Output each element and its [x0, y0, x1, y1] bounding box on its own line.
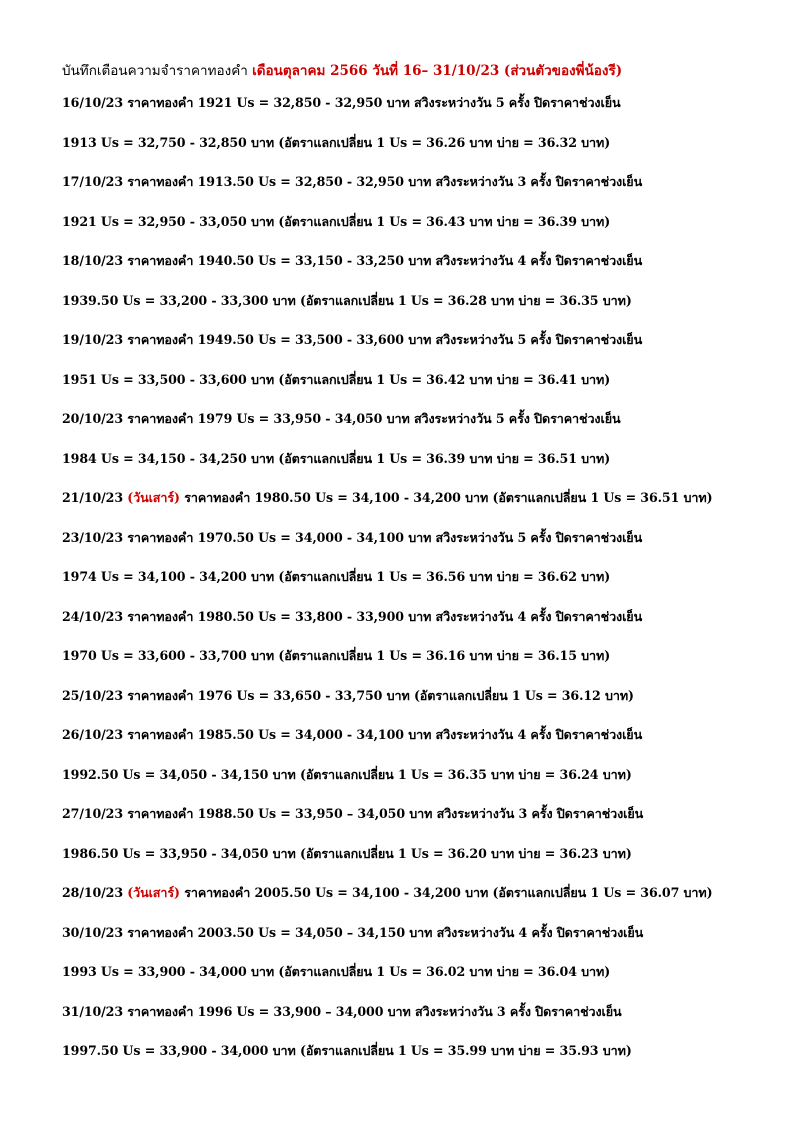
log-line [62, 1001, 777, 1041]
header-highlight: เดือนตุลาคม 2566 วันที่ 16– 31/10/23 (ส่วนตัวของพี่น้องรี) [252, 63, 623, 79]
log-line [62, 211, 777, 251]
log-line-text: 31/10/23 ราคาทองคำ 1996 Us = 33,900 – 34,000 บาท สวิงระหว่างวัน 3 ครั้ง ปิดราคาช่วงเย็น [62, 1003, 622, 1019]
log-line-text: 1970 Us = 33,600 - 33,700 บาท (อัตราแลกเปลี่ยน 1 Us = 36.16 บาท บ่าย = 36.15 บาท) [62, 648, 611, 663]
log-line [62, 290, 777, 330]
log-line [62, 92, 777, 132]
log-line [62, 448, 777, 488]
price-log-lines [62, 92, 777, 1080]
log-line-text: 19/10/23 ราคาทองคำ 1949.50 Us = 33,500 - 33,600 บาท สวิงระหว่างวัน 5 ครั้ง ปิดราคาช่วงเย็น [62, 332, 643, 347]
weekday-note: (วันเสาร์) [127, 885, 180, 900]
log-line [62, 1040, 777, 1080]
log-line [62, 764, 777, 804]
log-line [62, 961, 777, 1001]
header-prefix: บันทึกเตือนความจำราคาทองคำ [62, 63, 253, 79]
log-line [62, 606, 777, 646]
log-line [62, 724, 777, 764]
log-line-text: 26/10/23 ราคาทองคำ 1985.50 Us = 34,000 - 34,100 บาท สวิงระหว่างวัน 4 ครั้ง ปิดราคาช่วงเย็น [62, 727, 643, 742]
log-line-text-rest: ราคาทองคำ 1980.50 Us = 34,100 - 34,200 บาท (อัตราแลกเปลี่ยน 1 Us = 36.51 บาท) [179, 490, 713, 505]
log-line-text: 21/10/23 [62, 490, 128, 505]
log-line-text-rest: ราคาทองคำ 2005.50 Us = 34,100 - 34,200 บาท (อัตราแลกเปลี่ยน 1 Us = 36.07 บาท) [179, 885, 713, 900]
log-line-text: 16/10/23 ราคาทองคำ 1921 Us = 32,850 - 32,950 บาท สวิงระหว่างวัน 5 ครั้ง ปิดราคาช่วงเย็น [62, 95, 621, 110]
log-line [62, 922, 777, 962]
log-line [62, 566, 777, 606]
log-line-text: 27/10/23 ราคาทองคำ 1988.50 Us = 33,950 – 34,050 บาท สวิงระหว่างวัน 3 ครั้ง ปิดราคาช่วงเย็น [62, 806, 644, 821]
log-line [62, 803, 777, 843]
log-line [62, 132, 777, 172]
log-line [62, 527, 777, 567]
log-line-text: 1939.50 Us = 33,200 - 33,300 บาท (อัตราแลกเปลี่ยน 1 Us = 36.28 บาท บ่าย = 36.35 บาท) [62, 292, 632, 308]
log-line [62, 408, 777, 448]
log-line [62, 250, 777, 290]
log-line [62, 171, 777, 211]
log-line-text: 18/10/23 ราคาทองคำ 1940.50 Us = 33,150 - 33,250 บาท สวิงระหว่างวัน 4 ครั้ง ปิดราคาช่วงเย็น [62, 253, 643, 268]
log-line [62, 645, 777, 685]
log-line [62, 487, 777, 527]
log-line-text: 1992.50 Us = 34,050 - 34,150 บาท (อัตราแลกเปลี่ยน 1 Us = 36.35 บาท บ่าย = 36.24 บาท) [62, 766, 632, 782]
log-line-text: 1974 Us = 34,100 - 34,200 บาท (อัตราแลกเปลี่ยน 1 Us = 36.56 บาท บ่าย = 36.62 บาท) [62, 569, 611, 584]
log-line-text: 28/10/23 [62, 885, 128, 900]
log-line-text: 23/10/23 ราคาทองคำ 1970.50 Us = 34,000 - 34,100 บาท สวิงระหว่างวัน 5 ครั้ง ปิดราคาช่วงเย็น [62, 529, 643, 545]
log-line [62, 685, 777, 725]
log-line [62, 329, 777, 369]
log-line-text: 25/10/23 ราคาทองคำ 1976 Us = 33,650 - 33,750 บาท (อัตราแลกเปลี่ยน 1 Us = 36.12 บาท) [62, 687, 634, 703]
weekday-note: (วันเสาร์) [127, 490, 180, 505]
log-line-text: 1921 Us = 32,950 - 33,050 บาท (อัตราแลกเปลี่ยน 1 Us = 36.43 บาท บ่าย = 36.39 บาท) [62, 213, 611, 229]
log-line-text: 1951 Us = 33,500 - 33,600 บาท (อัตราแลกเปลี่ยน 1 Us = 36.42 บาท บ่าย = 36.41 บาท) [62, 371, 611, 387]
log-line-text: 1986.50 Us = 33,950 - 34,050 บาท (อัตราแลกเปลี่ยน 1 Us = 36.20 บาท บ่าย = 36.23 บาท) [62, 845, 632, 861]
document-header [62, 60, 762, 82]
log-line-text: 1993 Us = 33,900 - 34,000 บาท (อัตราแลกเปลี่ยน 1 Us = 36.02 บาท บ่าย = 36.04 บาท) [62, 964, 611, 979]
log-line-text: 1984 Us = 34,150 - 34,250 บาท (อัตราแลกเปลี่ยน 1 Us = 36.39 บาท บ่าย = 36.51 บาท) [62, 450, 611, 466]
log-line-text: 20/10/23 ราคาทองคำ 1979 Us = 33,950 - 34,050 บาท สวิงระหว่างวัน 5 ครั้ง ปิดราคาช่วงเย็น [62, 411, 621, 426]
log-line-text: 17/10/23 ราคาทองคำ 1913.50 Us = 32,850 - 32,950 บาท สวิงระหว่างวัน 3 ครั้ง ปิดราคาช่วงเย็น [62, 174, 643, 189]
log-line-text: 1997.50 Us = 33,900 - 34,000 บาท (อัตราแลกเปลี่ยน 1 Us = 35.99 บาท บ่าย = 35.93 บาท) [62, 1043, 632, 1058]
log-line [62, 369, 777, 409]
log-line-text: 1913 Us = 32,750 - 32,850 บาท (อัตราแลกเปลี่ยน 1 Us = 36.26 บาท บ่าย = 36.32 บาท) [62, 134, 611, 150]
log-line [62, 843, 777, 883]
log-line-text: 24/10/23 ราคาทองคำ 1980.50 Us = 33,800 - 33,900 บาท สวิงระหว่างวัน 4 ครั้ง ปิดราคาช่วงเย็น [62, 608, 643, 624]
log-line-text: 30/10/23 ราคาทองคำ 2003.50 Us = 34,050 – 34,150 บาท สวิงระหว่างวัน 4 ครั้ง ปิดราคาช่วงเย็น [62, 924, 644, 940]
log-line [62, 882, 777, 922]
